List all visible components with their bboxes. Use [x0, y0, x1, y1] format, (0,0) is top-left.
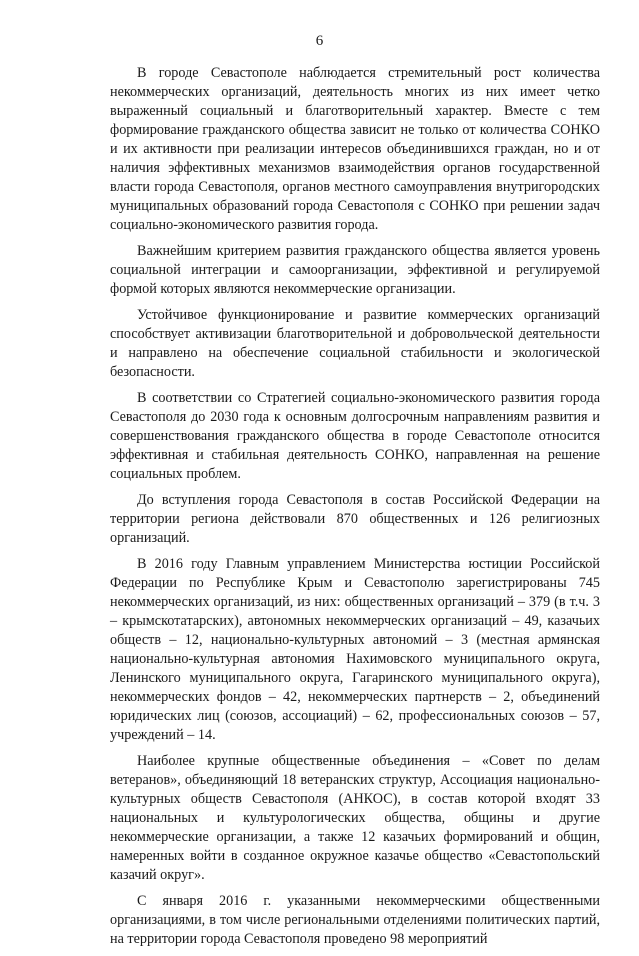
page-number: 6 — [315, 33, 324, 49]
paragraph-before-accession: До вступления города Севастополя в состав Российской Федерации на территории региона действовали 870 общественных и 126 религиозных организаций. — [110, 492, 600, 546]
paragraph-registration-2016: В 2016 году Главным управлением Министерства юстиции Российской Федерации по Республике Крым и Севастополю зарегистрированы 745 некоммерческих организаций, из них: общественных организаций – 379 (в т.ч. 3 – крымскотатарских), автономных некоммерческих организаций – 49, казачьих обществ – 12, национально-культурных автономий – 3 (местная армянская национально-культурная автономия Нахимовского муниципального округа, Ленинского муниципального округа, Гагаринского муниципального округа), некоммерческих фондов – 42, некоммерческих партнерств – 2, объединений юридических лиц (союзов, ассоциаций) – 62, профессиональных союзов – 57, учреждений – 14. — [110, 556, 600, 743]
paragraph-largest-associations: Наиболее крупные общественные объединения – «Совет по делам ветеранов», объединяющий 18 ветеранских структур, Ассоциация национально-культурных обществ Севастополя (АНКОС), в состав которой входят 33 национальных и культурологических общества, общины и другие некоммерческие организации, а также 12 казачьих формирований и общин, намеренных войти в созданное окружное казачье общество «Севастопольский казачий округ». — [110, 753, 600, 883]
document-body — [110, 64, 600, 956]
paragraph-strategy-2030: В соответствии со Стратегией социально-экономического развития города Севастополя до 2030 года к основным долгосрочным направлениям развития и совершенствования гражданского общества в городе Севастополе относится эффективная и стабильная деятельность СОНКО, направленная на решение социальных проблем. — [110, 390, 600, 482]
paragraph-nko-growth: В городе Севастополе наблюдается стремительный рост количества некоммерческих организаций, деятельность многих из них имеет четко выраженный социальный и благотворительный характер. Вместе с тем формирование гражданского общества зависит не только от количества СОНКО и их активности при реализации интересов объединившихся граждан, но и от наличия эффективных механизмов взаимодействия органов государственной власти города Севастополя, органов местного самоуправления внутригородских муниципальных образований города Севастополя с СОНКО при решении задач социально-экономического развития города. — [110, 65, 600, 233]
paragraph-civil-society-criterion: Важнейшим критерием развития гражданского общества является уровень социальной интеграции и самоорганизации, эффективной и регулируемой формой которых являются некоммерческие организации. — [110, 243, 600, 297]
paragraph-events-since-2016: С января 2016 г. указанными некоммерческими общественными организациями, в том числе региональными отделениями политических партий, на территории города Севастополя проведено 98 мероприятий — [110, 893, 600, 947]
paragraph-sustainable-functioning: Устойчивое функционирование и развитие коммерческих организаций способствует активизации благотворительной и добровольческой деятельности и направлено на обеспечение социальной стабильности и экологической безопасности. — [110, 307, 600, 380]
